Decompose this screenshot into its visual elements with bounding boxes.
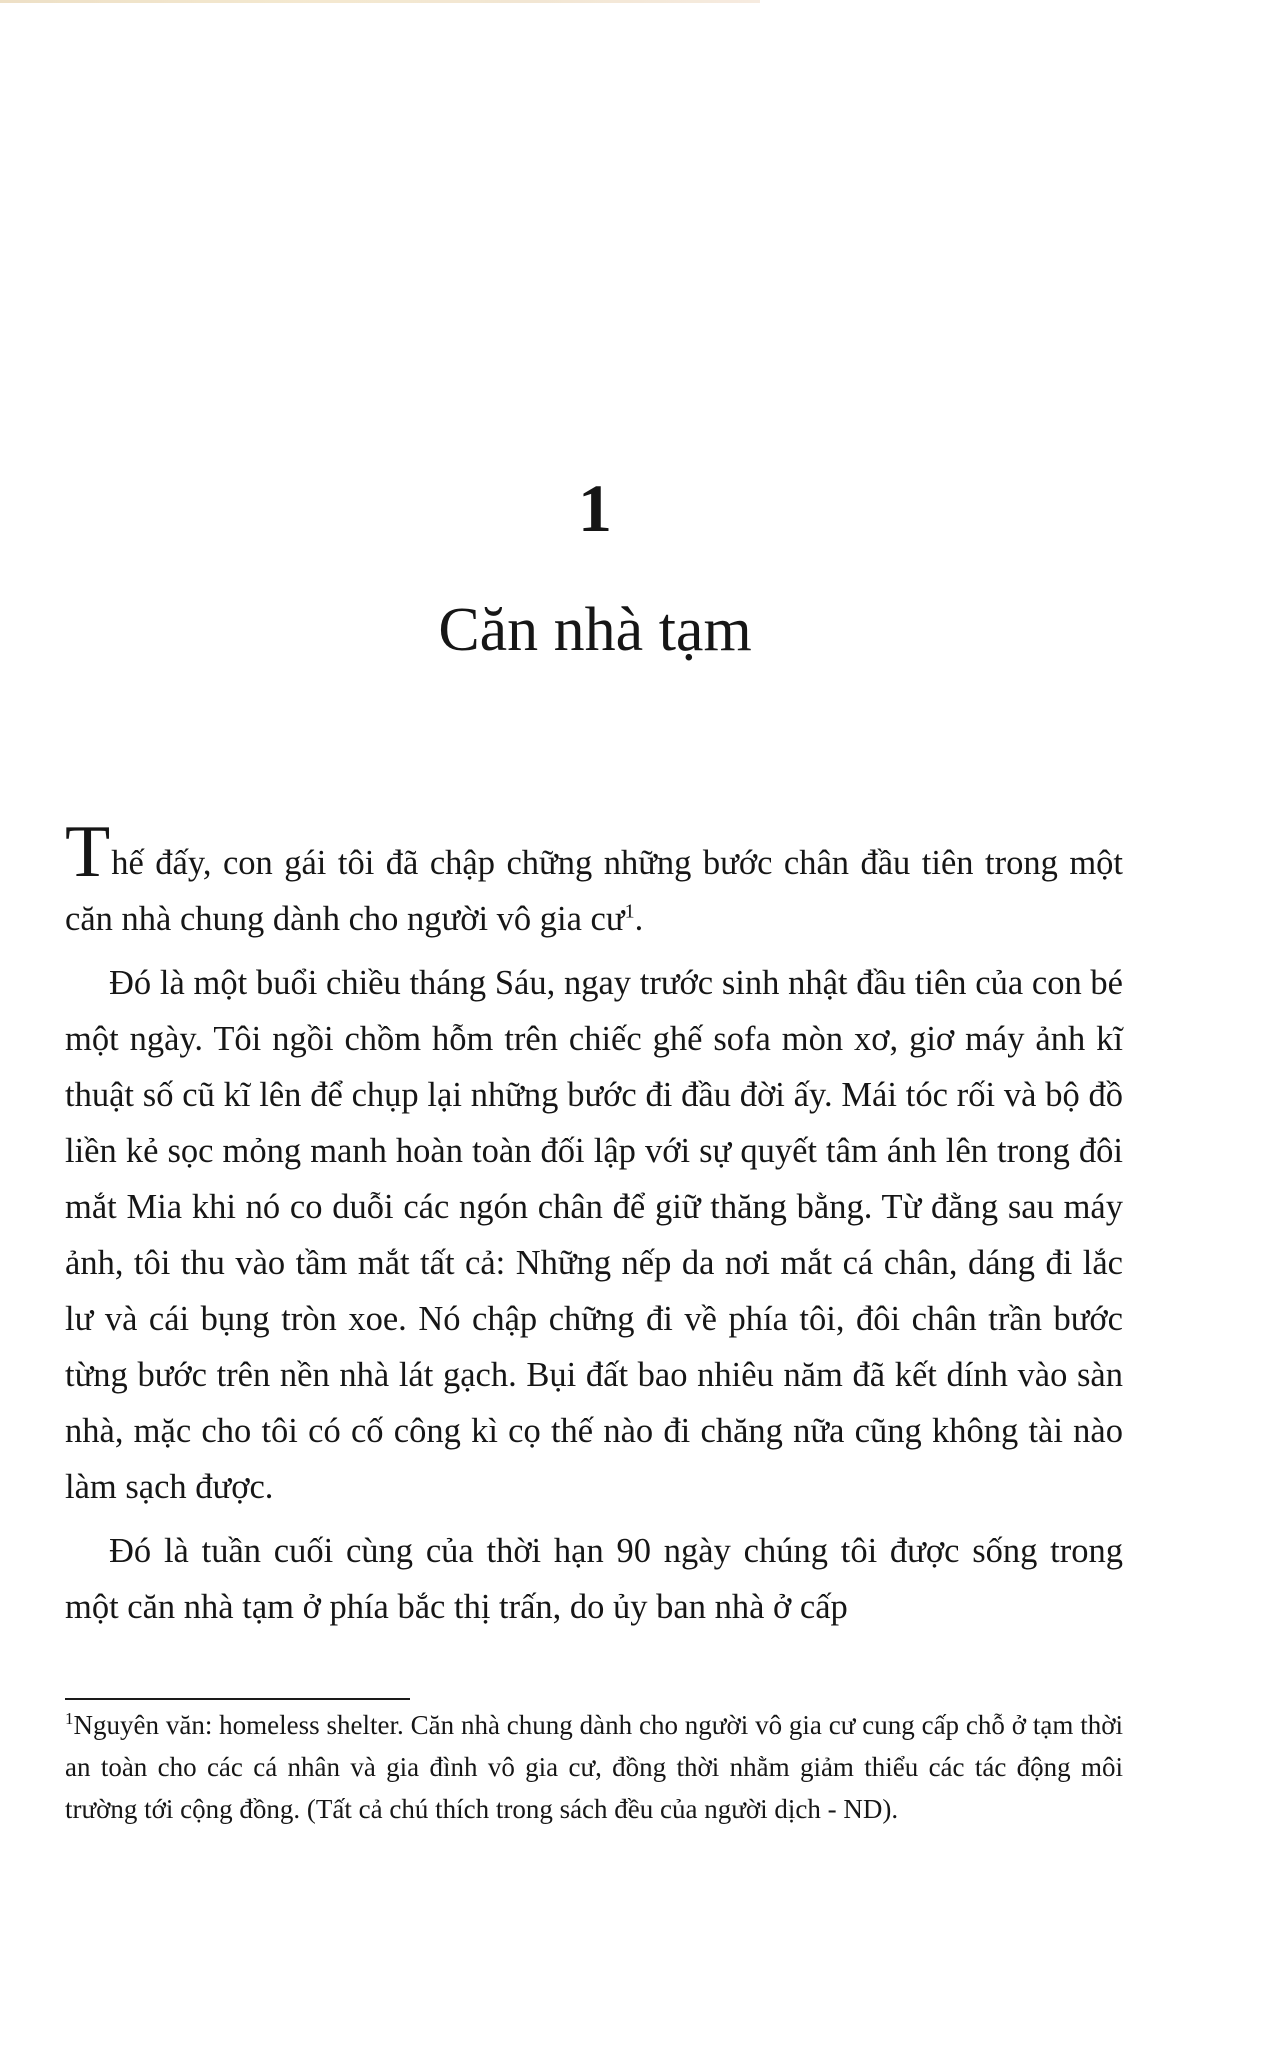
chapter-title: Căn nhà tạm xyxy=(438,596,752,664)
footnote-text: Nguyên văn: homeless shelter. Căn nhà chung dành cho người vô gia cư cung cấp chỗ ở tạm thời an toàn cho các cá nhân và gia đình vô gia cư, đồng thời nhằm giảm thiểu các tác động môi trường tới cộng đồng. (Tất cả chú thích trong sách đều của người dịch - ND). xyxy=(65,1710,1123,1824)
footnote-separator xyxy=(65,1698,410,1700)
footnote-reference[interactable]: 1 xyxy=(624,900,635,923)
paragraph-1 xyxy=(65,811,1123,947)
paragraph-3: Đó là tuần cuối cùng của thời hạn 90 ngày chúng tôi được sống trong một căn nhà tạm ở phía bắc thị trấn, do ủy ban nhà ở cấp xyxy=(65,1532,1123,1626)
footnote-marker: 1 xyxy=(65,1709,74,1728)
chapter-number: 1 xyxy=(578,470,612,546)
footnote xyxy=(65,1704,1123,1830)
drop-cap: T xyxy=(65,811,111,893)
body-text xyxy=(65,811,1123,1643)
paragraph-1-tail: . xyxy=(634,900,644,938)
paragraph-1-text: hế đấy, con gái tôi đã chập chững những bước chân đầu tiên trong một căn nhà chung dành cho người vô gia cư xyxy=(65,844,1123,938)
paragraph-2: Đó là một buổi chiều tháng Sáu, ngay trước sinh nhật đầu tiên của con bé một ngày. Tôi ngồi chồm hỗm trên chiếc ghế sofa mòn xơ, giơ máy ảnh kĩ thuật số cũ kĩ lên để chụp lại những bước đi đầu đời ấy. Mái tóc rối và bộ đồ liền kẻ sọc mỏng manh hoàn toàn đối lập với sự quyết tâm ánh lên trong đôi mắt Mia khi nó co duỗi các ngón chân để giữ thăng bằng. Từ đằng sau máy ảnh, tôi thu vào tầm mắt tất cả: Những nếp da nơi mắt cá chân, dáng đi lắc lư và cái bụng tròn xoe. Nó chập chững đi về phía tôi, đôi chân trần bước từng bước trên nền nhà lát gạch. Bụi đất bao nhiêu năm đã kết dính vào sàn nhà, mặc cho tôi có cố công kì cọ thế nào đi chăng nữa cũng không tài nào làm sạch được. xyxy=(65,964,1123,1506)
